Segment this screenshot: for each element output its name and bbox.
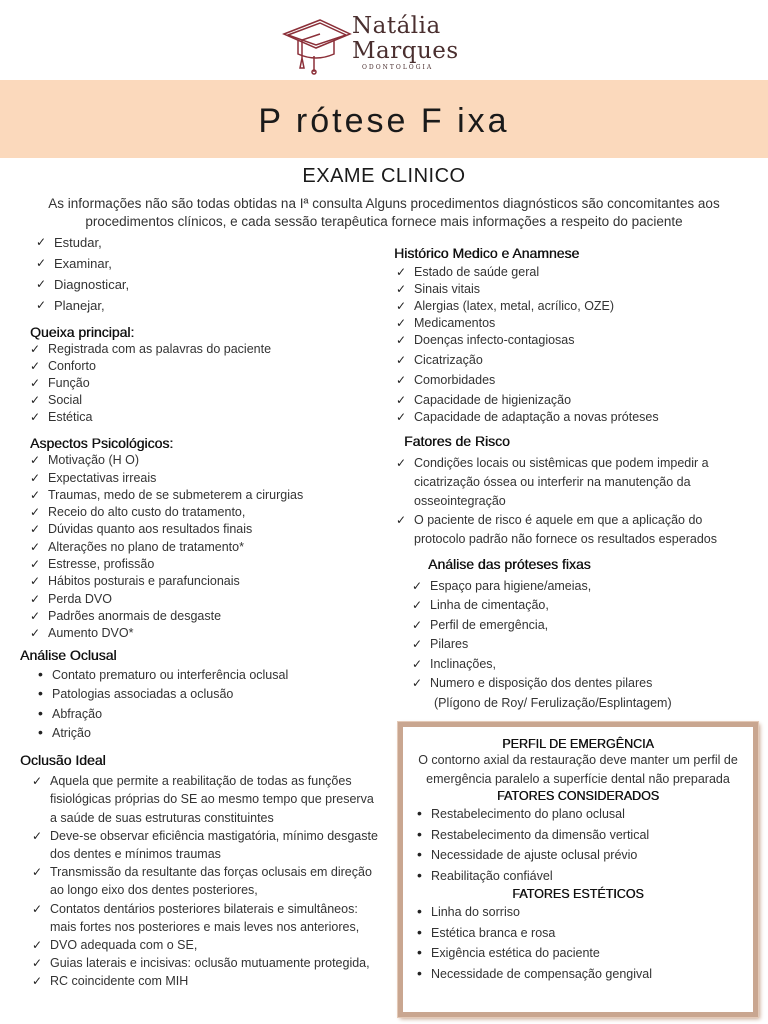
- list-item: ✓ Diagnosticar,: [34, 274, 129, 295]
- list-item: ✓ RC coincidente com MIH: [30, 972, 382, 990]
- list-item: ✓ Hábitos posturais e parafuncionais: [28, 573, 380, 590]
- esteticos-heading: FATORES ESTÉTICOS: [512, 887, 644, 901]
- historico-section: [394, 245, 754, 426]
- esteticos-list: [411, 902, 745, 984]
- proteses-section: [410, 555, 750, 713]
- list-item: ✓ Linha de cimentação,: [410, 596, 750, 616]
- page-subtitle: EXAME CLINICO: [302, 165, 466, 187]
- fatores-heading: FATORES CONSIDERADOS: [496, 789, 660, 803]
- list-item: ✓ Espaço para higiene/ameias,: [410, 577, 750, 597]
- intro-text: As informações não são todas obtidas na Iª consulta Alguns procedimentos diagnósticos são concomitantes aos procedimentos clínicos, e cada sessão terapêutica fornece mais informações a respeito do paciente: [48, 196, 720, 229]
- oclusal-section: [20, 646, 370, 744]
- ideal-section: [20, 751, 382, 991]
- list-item: ✓ Deve-se observar eficiência mastigatória, mínimo desgaste dos dentes e mínimos traumas: [30, 827, 382, 863]
- list-item: ✓ Comorbidades: [394, 372, 754, 389]
- proteses-list: [410, 577, 750, 694]
- list-item: ✓ Condições locais ou sistêmicas que podem impedir a cicatrização óssea ou interferir na manutenção da osseointegração: [394, 454, 724, 511]
- fatores-list: [411, 804, 745, 886]
- list-item: ✓ Guias laterais e incisivas: oclusão mutuamente protegida,: [30, 954, 382, 972]
- psico-list: [28, 452, 380, 642]
- list-item: ✓ Estado de saúde geral: [394, 264, 754, 281]
- list-item: ✓ Social: [28, 392, 370, 409]
- list-item: ✓ Perda DVO: [28, 591, 380, 608]
- list-item: ✓ Numero e disposição dos dentes pilares: [410, 674, 750, 694]
- queixa-section: [30, 324, 370, 426]
- list-item: ✓ Aquela que permite a reabilitação de todas as funções fisiológicas próprias do SE ao mesmo tempo que preserva a saúde de suas estruturas constituintes: [30, 772, 382, 827]
- proteses-note: (Plígono de Roy/ Ferulização/Esplintagem): [434, 695, 672, 710]
- list-item: ✓ Capacidade de higienização: [394, 392, 754, 409]
- list-item: ✓ Cicatrização: [394, 352, 754, 369]
- list-item: ✓ Perfil de emergência,: [410, 616, 750, 636]
- risco-section: [394, 432, 724, 549]
- logo-name: [352, 14, 459, 64]
- list-item: ✓ Examinar,: [34, 253, 129, 274]
- page-title: P rótese F ixa: [258, 102, 510, 140]
- section-heading: Análise das próteses fixas: [428, 556, 591, 572]
- list-item: ✓ Alergias (latex, metal, acrílico, OZE): [394, 298, 754, 315]
- list-item: • Restabelecimento do plano oclusal: [411, 804, 745, 825]
- list-item: ✓ Conforto: [28, 358, 370, 375]
- list-item: • Reabilitação confiável: [411, 866, 745, 887]
- list-item: ✓ Registrada com as palavras do paciente: [28, 341, 370, 358]
- perfil-box: [398, 722, 758, 1017]
- list-item: • Atrição: [32, 724, 370, 744]
- section-heading: Aspectos Psicológicos:: [30, 435, 174, 451]
- list-item: • Linha do sorriso: [411, 902, 745, 923]
- list-item: ✓ DVO adequada com o SE,: [30, 936, 382, 954]
- section-heading: Queixa principal:: [30, 324, 135, 340]
- section-heading: Análise Oclusal: [20, 647, 117, 663]
- logo-line2: Marques: [352, 38, 459, 64]
- list-item: ✓ Estética: [28, 409, 370, 426]
- list-item: • Abfração: [32, 705, 370, 725]
- ideal-list: [30, 772, 382, 990]
- list-item: ✓ Traumas, medo de se submeterem a cirurgias: [28, 487, 380, 504]
- list-item: ✓ Pilares: [410, 635, 750, 655]
- list-item: ✓ O paciente de risco é aquele em que a aplicação do protocolo padrão não fornece os resultados esperados: [394, 511, 724, 549]
- list-item: ✓ Inclinações,: [410, 655, 750, 675]
- perfil-heading: PERFIL DE EMERGÊNCIA: [502, 737, 654, 751]
- list-item: ✓ Planejar,: [34, 295, 129, 316]
- list-item: ✓ Doenças infecto-contagiosas: [394, 332, 754, 349]
- list-item: ✓ Capacidade de adaptação a novas próteses: [394, 409, 754, 426]
- list-item: ✓ Função: [28, 375, 370, 392]
- list-item: ✓ Dúvidas quanto aos resultados finais: [28, 521, 380, 538]
- list-item: ✓ Aumento DVO*: [28, 625, 380, 642]
- section-heading: Histórico Medico e Anamnese: [394, 245, 580, 261]
- steps-list: [34, 232, 129, 316]
- list-item: ✓ Contatos dentários posteriores bilaterais e simultâneos: mais fortes nos posteriores e mais leves nos anteriores,: [30, 900, 382, 936]
- list-item: • Estética branca e rosa: [411, 923, 745, 944]
- list-item: • Exigência estética do paciente: [411, 943, 745, 964]
- list-item: • Contato prematuro ou interferência oclusal: [32, 666, 370, 686]
- list-item: • Patologias associadas a oclusão: [32, 685, 370, 705]
- section-heading: Oclusão Ideal: [20, 752, 106, 768]
- logo-subtitle: ODONTOLOGIA: [362, 64, 434, 71]
- risco-list: [394, 454, 724, 549]
- list-item: ✓ Estresse, profissão: [28, 556, 380, 573]
- steps-section: [34, 232, 129, 316]
- list-item: ✓ Expectativas irreais: [28, 470, 380, 487]
- list-item: ✓ Receio do alto custo do tratamento,: [28, 504, 380, 521]
- psico-section: [30, 435, 380, 643]
- historico-list: [394, 264, 754, 426]
- list-item: ✓ Transmissão da resultante das forças oclusais em direção ao longo eixo dos dentes posteriores,: [30, 863, 382, 899]
- perfil-text: O contorno axial da restauração deve manter um perfil de emergência paralelo a superfície dental não preparada: [418, 753, 738, 786]
- list-item: ✓ Motivação (H O): [28, 452, 380, 469]
- section-heading: Fatores de Risco: [404, 433, 510, 449]
- list-item: ✓ Padrões anormais de desgaste: [28, 608, 380, 625]
- logo-line1: Natália: [352, 13, 441, 39]
- list-item: ✓ Sinais vitais: [394, 281, 754, 298]
- graduation-cap-icon: [280, 14, 352, 76]
- list-item: • Necessidade de ajuste oclusal prévio: [411, 845, 745, 866]
- list-item: • Necessidade de compensação gengival: [411, 964, 745, 985]
- list-item: ✓ Medicamentos: [394, 315, 754, 332]
- list-item: ✓ Alterações no plano de tratamento*: [28, 539, 380, 556]
- list-item: • Restabelecimento da dimensão vertical: [411, 825, 745, 846]
- oclusal-list: [32, 666, 370, 744]
- list-item: ✓ Estudar,: [34, 232, 129, 253]
- queixa-list: [28, 341, 370, 426]
